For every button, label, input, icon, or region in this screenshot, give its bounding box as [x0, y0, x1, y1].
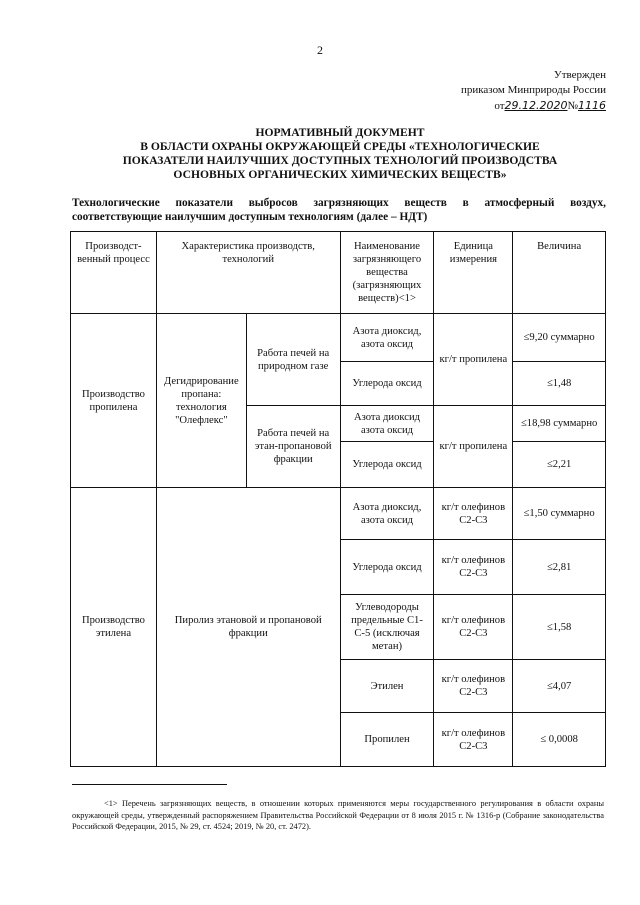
substance-cell: Углерода оксид	[340, 442, 434, 488]
title-line2: В ОБЛАСТИ ОХРАНЫ ОКРУЖАЮЩЕЙ СРЕДЫ «ТЕХНОЛОГИЧЕСКИЕ	[140, 140, 540, 153]
approval-number: 1116	[578, 99, 606, 112]
value-cell: ≤2,81	[513, 540, 606, 595]
propylene-process: Производство пропилена	[71, 314, 157, 488]
ethylene-technology: Пиролиз этановой и пропановой фракции	[156, 488, 340, 767]
table-caption: Технологические показатели выбросов загрязняющих веществ в атмосферный воздух, соответствующие наилучшим доступным технологиям (далее – НДТ)	[72, 197, 606, 223]
unit-cell: кг/т пропилена	[434, 406, 513, 488]
footnote: <1> Перечень загрязняющих веществ, в отношении которых применяются меры государственного регулирования в области охраны окружающей среды, утвержденный распоряжением Правительства Российской Федерации от 8 июля 2015 г. № 1316-р (Собрание законодательства Российской Федерации, 2015, № 29, ст. 4524; 2019, № 20, ст. 2472).	[72, 799, 604, 831]
unit-cell: кг/т олефинов С2-С3	[434, 660, 513, 713]
header-value: Величина	[513, 232, 606, 314]
document-title	[60, 126, 620, 182]
substance-cell: Азота диоксид азота оксид	[340, 406, 434, 442]
header-process: Производст-венный процесс	[71, 232, 157, 314]
value-cell: ≤4,07	[513, 660, 606, 713]
title-line1: НОРМАТИВНЫЙ ДОКУМЕНТ	[255, 126, 425, 139]
substance-cell: Углерода оксид	[340, 540, 434, 595]
title-line4: ОСНОВНЫХ ОРГАНИЧЕСКИХ ХИМИЧЕСКИХ ВЕЩЕСТВ»	[173, 168, 507, 181]
value-cell: ≤ 0,0008	[513, 713, 606, 767]
header-characteristic: Характеристика производств, технологий	[156, 232, 340, 314]
approval-no: №	[567, 100, 578, 112]
header-substance: Наименование загрязняющего вещества (загрязняющих веществ)<1>	[340, 232, 434, 314]
unit-cell: кг/т олефинов С2-С3	[434, 488, 513, 540]
unit-cell: кг/т олефинов С2-С3	[434, 713, 513, 767]
approval-block	[461, 68, 606, 114]
ndt-table	[70, 231, 606, 767]
substance-cell: Углерода оксид	[340, 362, 434, 406]
substance-cell: Пропилен	[340, 713, 434, 767]
footnote-divider	[72, 784, 227, 785]
approval-from: от	[494, 100, 505, 112]
approval-date: 29.12.2020	[504, 99, 568, 112]
substance-cell: Углеводороды предельные С1-С-5 (исключая метан)	[340, 595, 434, 660]
value-cell: ≤2,21	[513, 442, 606, 488]
substance-cell: Азота диоксид, азота оксид	[340, 314, 434, 362]
header-row	[71, 232, 606, 314]
unit-cell: кг/т олефинов С2-С3	[434, 595, 513, 660]
value-cell: ≤18,98 суммарно	[513, 406, 606, 442]
page-number: 2	[317, 43, 323, 57]
propylene-technology: Дегидрирование пропана: технология "Олефлекс"	[156, 314, 246, 488]
approval-line1: Утвержден	[553, 69, 606, 81]
title-line3: ПОКАЗАТЕЛИ НАИЛУЧШИХ ДОСТУПНЫХ ТЕХНОЛОГИЙ ПРОИЗВОДСТВА	[122, 154, 558, 167]
unit-cell: кг/т пропилена	[434, 314, 513, 406]
unit-cell: кг/т олефинов С2-С3	[434, 540, 513, 595]
table-row	[71, 314, 606, 362]
table-row	[71, 488, 606, 540]
value-cell: ≤1,50 суммарно	[513, 488, 606, 540]
value-cell: ≤9,20 суммарно	[513, 314, 606, 362]
value-cell: ≤1,58	[513, 595, 606, 660]
propylene-sub1: Работа печей на природном газе	[246, 314, 340, 406]
approval-date-line	[461, 98, 606, 114]
approval-line2: приказом Минприроды России	[460, 84, 606, 96]
header-unit: Единица измерения	[434, 232, 513, 314]
value-cell: ≤1,48	[513, 362, 606, 406]
substance-cell: Азота диоксид, азота оксид	[340, 488, 434, 540]
substance-cell: Этилен	[340, 660, 434, 713]
propylene-sub2: Работа печей на этан-пропановой фракции	[246, 406, 340, 488]
ethylene-process: Производство этилена	[71, 488, 157, 767]
